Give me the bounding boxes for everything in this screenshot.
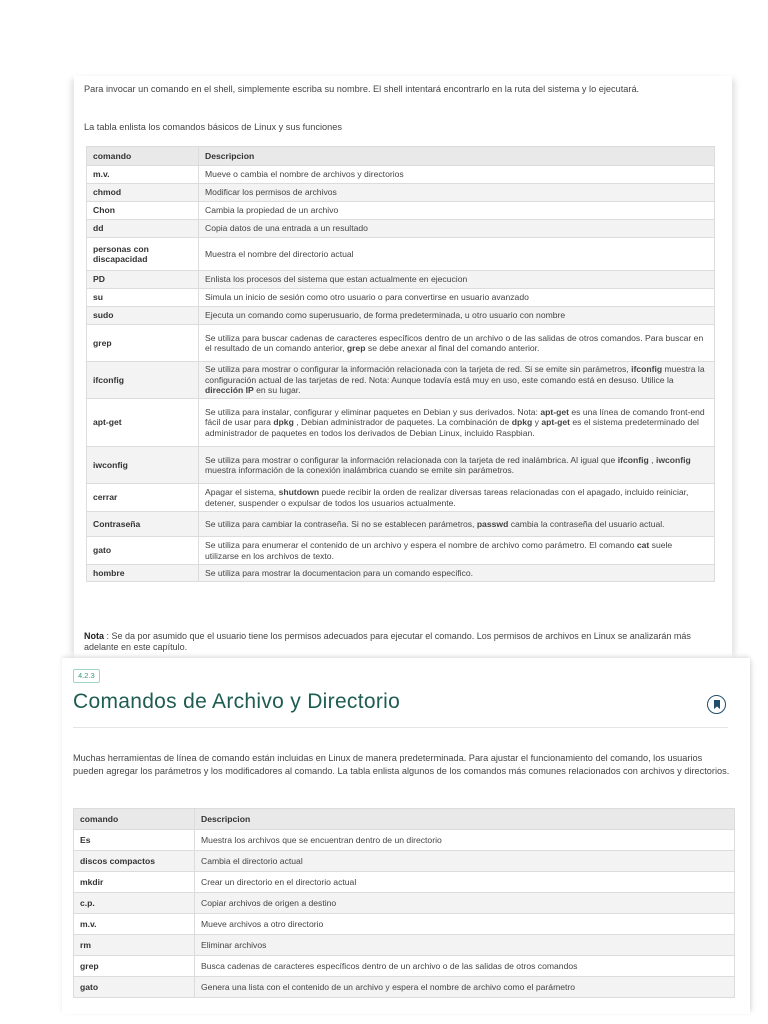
description-cell: Modificar los permisos de archivos [199,184,715,202]
section-title: Comandos de Archivo y Directorio [73,690,401,713]
description-cell: Copia datos de una entrada a un resultado [199,220,715,238]
command-cell: iwconfig [87,447,199,484]
command-cell: Contraseña [87,512,199,537]
description-text: Se utiliza para mostrar o configurar la información relacionada con la tarjeta de red. Si se emite sin parámetros, [205,364,632,375]
table-lead-text: La tabla enlista los comandos básicos de Linux y sus funciones [84,122,342,132]
table-row [87,537,715,565]
description-cell: Crear un directorio en el directorio actual [195,872,735,893]
description-text: Se utiliza para cambiar la contraseña. Si no se establecen parámetros, [205,518,477,529]
note-label: Nota [84,631,104,641]
description-cell: Simula un inicio de sesión como otro usuario o para convertirse en usuario avanzado [199,289,715,307]
description-text: muestra la configuración actual de las tarjetas de red. Nota: Aunque todavía está muy en uso, este comando está en desuso. Utilice la [205,364,705,385]
description-text: es una línea de comando front-end fácil de usar para [205,406,705,428]
description-cell: Muestra el nombre del directorio actual [199,238,715,271]
description-text: Apagar el sistema, [205,487,279,498]
table-row [87,289,715,307]
description-text: , [648,454,656,465]
bold-term: grep [346,343,366,353]
bold-term: ifconfig [631,364,663,375]
description-text: puede recibir la orden de realizar diversas tareas relacionadas con el apagado, incluido reiniciar, detener, suspender o expulsar de todos los usuarios actualmente. [205,487,689,508]
intro-paragraph: Para invocar un comando en el shell, simplemente escriba su nombre. El shell intentará encontrarlo en la ruta del sistema y lo ejecutará. [84,84,640,94]
table-row [74,956,735,977]
command-cell: grep [87,325,199,362]
table-row [74,977,735,998]
description-cell [199,399,715,447]
command-cell: mkdir [74,872,195,893]
description-cell [199,484,715,512]
table-header-row [74,809,735,830]
section-number-badge: 4.2.3 [73,669,100,683]
description-cell: Muestra los archivos que se encuentran dentro de un directorio [195,830,735,851]
command-cell: cerrar [87,484,199,512]
header-command: comando [74,809,195,830]
header-description: Descripcion [195,809,735,830]
command-cell: ifconfig [87,362,199,399]
basic-commands-table [86,146,715,582]
description-cell [199,447,715,484]
bookmark-button[interactable] [707,695,726,714]
table-row [74,893,735,914]
description-text: muestra información de la conexión inalámbrica cuando se emite sin parámetros. [205,465,515,475]
description-cell [199,325,715,362]
permissions-note [84,631,724,652]
description-cell [199,537,715,565]
description-cell: Ejecuta un comando como superusuario, de forma predeterminada, u otro usuario con nombre [199,307,715,325]
table-row [87,447,715,484]
description-cell [199,512,715,537]
description-cell: Enlista los procesos del sistema que estan actualmente en ejecucion [199,271,715,289]
bold-term: dpkg [273,417,294,428]
table-row [74,830,735,851]
command-cell: gato [74,977,195,998]
bold-term: iwconfig [655,454,691,465]
command-cell: c.p. [74,893,195,914]
table-row [87,166,715,184]
description-cell: Copiar archivos de origen a destino [195,893,735,914]
description-cell: Eliminar archivos [195,935,735,956]
description-cell: Cambia el directorio actual [195,851,735,872]
table-row [87,307,715,325]
table-row [74,914,735,935]
file-commands-table [73,808,735,998]
bold-term: passwd [476,518,509,529]
section-paragraph: Muchas herramientas de línea de comando están incluidas en Linux de manera predeterminada. Para ajustar el funcionamiento del comando, los usuarios pueden agregar los parámetros y los modificadores al comando. La tabla enlista algunos de los comandos más comunes relacionados con archivos y directorios. [73,753,730,776]
description-cell: Genera una lista con el contenido de un archivo y espera el nombre de archivo como el parámetro [195,977,735,998]
command-cell: discos compactos [74,851,195,872]
description-text: en su lugar. [253,385,301,396]
table-row [74,851,735,872]
command-cell: apt-get [87,399,199,447]
command-cell: PD [87,271,199,289]
description-text: Se utiliza para buscar cadenas de caracteres específicos dentro de un archivo o de las salidas de otros comandos. Para buscar en el resultado de un comando anterior, [205,332,704,353]
command-cell: personas con discapacidad [87,238,199,271]
description-text: Se utiliza para mostrar o configurar la información relacionada con la tarjeta de red inalámbrica. Al igual que [205,454,618,465]
bold-term: shutdown [278,487,320,498]
table-row [87,362,715,399]
header-command: comando [87,147,199,166]
table-row [87,565,715,582]
table-row [87,512,715,537]
bold-term: dirección IP [205,385,254,396]
description-cell: Mueve o cambia el nombre de archivos y directorios [199,166,715,184]
table-row [74,935,735,956]
description-text: , Debian administrador de paquetes. La combinación de [293,417,512,428]
command-cell: dd [87,220,199,238]
bold-term: cat [636,540,650,551]
command-cell: chmod [87,184,199,202]
description-text: se debe anexar al final del comando anterior. [365,343,540,353]
table-row [87,238,715,271]
description-cell: Se utiliza para mostrar la documentacion para un comando especifico. [199,565,715,582]
title-divider [73,727,728,728]
table-row [87,184,715,202]
table-row [87,271,715,289]
command-cell: m.v. [87,166,199,184]
basic-commands-panel [74,76,732,658]
command-cell: m.v. [74,914,195,935]
command-cell: su [87,289,199,307]
note-text: : Se da por asumido que el usuario tiene los permisos adecuados para ejecutar el comando. Los permisos de archivos en Linux se analizarán más adelante en este capítulo. [84,631,691,652]
description-text: Se utiliza para instalar, configurar y eliminar paquetes en Debian y sus derivados. Nota: [205,406,541,417]
description-text: Se utiliza para enumerar el contenido de un archivo y espera el nombre de archivo como parámetro. El comando [205,540,637,551]
bookmark-icon [713,700,721,709]
description-cell: Mueve archivos a otro directorio [195,914,735,935]
description-cell: Busca cadenas de caracteres específicos dentro de un archivo o de las salidas de otros comandos [195,956,735,977]
description-text: suele utilizarse en los archivos de texto. [205,540,673,561]
bold-term: apt-get [540,406,569,417]
table-row [87,399,715,447]
bold-term: apt-get [541,417,570,428]
description-text: cambia la contraseña del usuario actual. [508,518,665,529]
description-text: es el sistema predeterminado del administrador de paquetes en todos los derivados de Debian Linux, incluido Raspbian. [205,417,699,438]
command-cell: sudo [87,307,199,325]
command-cell: Es [74,830,195,851]
command-cell: hombre [87,565,199,582]
bold-term: dpkg [511,417,533,428]
command-cell: rm [74,935,195,956]
command-cell: Chon [87,202,199,220]
table-row [74,872,735,893]
table-header-row [87,147,715,166]
description-cell [199,362,715,399]
description-text: y [532,417,542,428]
command-cell: grep [74,956,195,977]
file-directory-section [62,658,750,1014]
description-cell: Cambia la propiedad de un archivo [199,202,715,220]
header-description: Descripcion [199,147,715,166]
table-row [87,220,715,238]
command-cell: gato [87,537,199,565]
bold-term: ifconfig [617,454,649,465]
table-row [87,202,715,220]
table-row [87,484,715,512]
table-row [87,325,715,362]
